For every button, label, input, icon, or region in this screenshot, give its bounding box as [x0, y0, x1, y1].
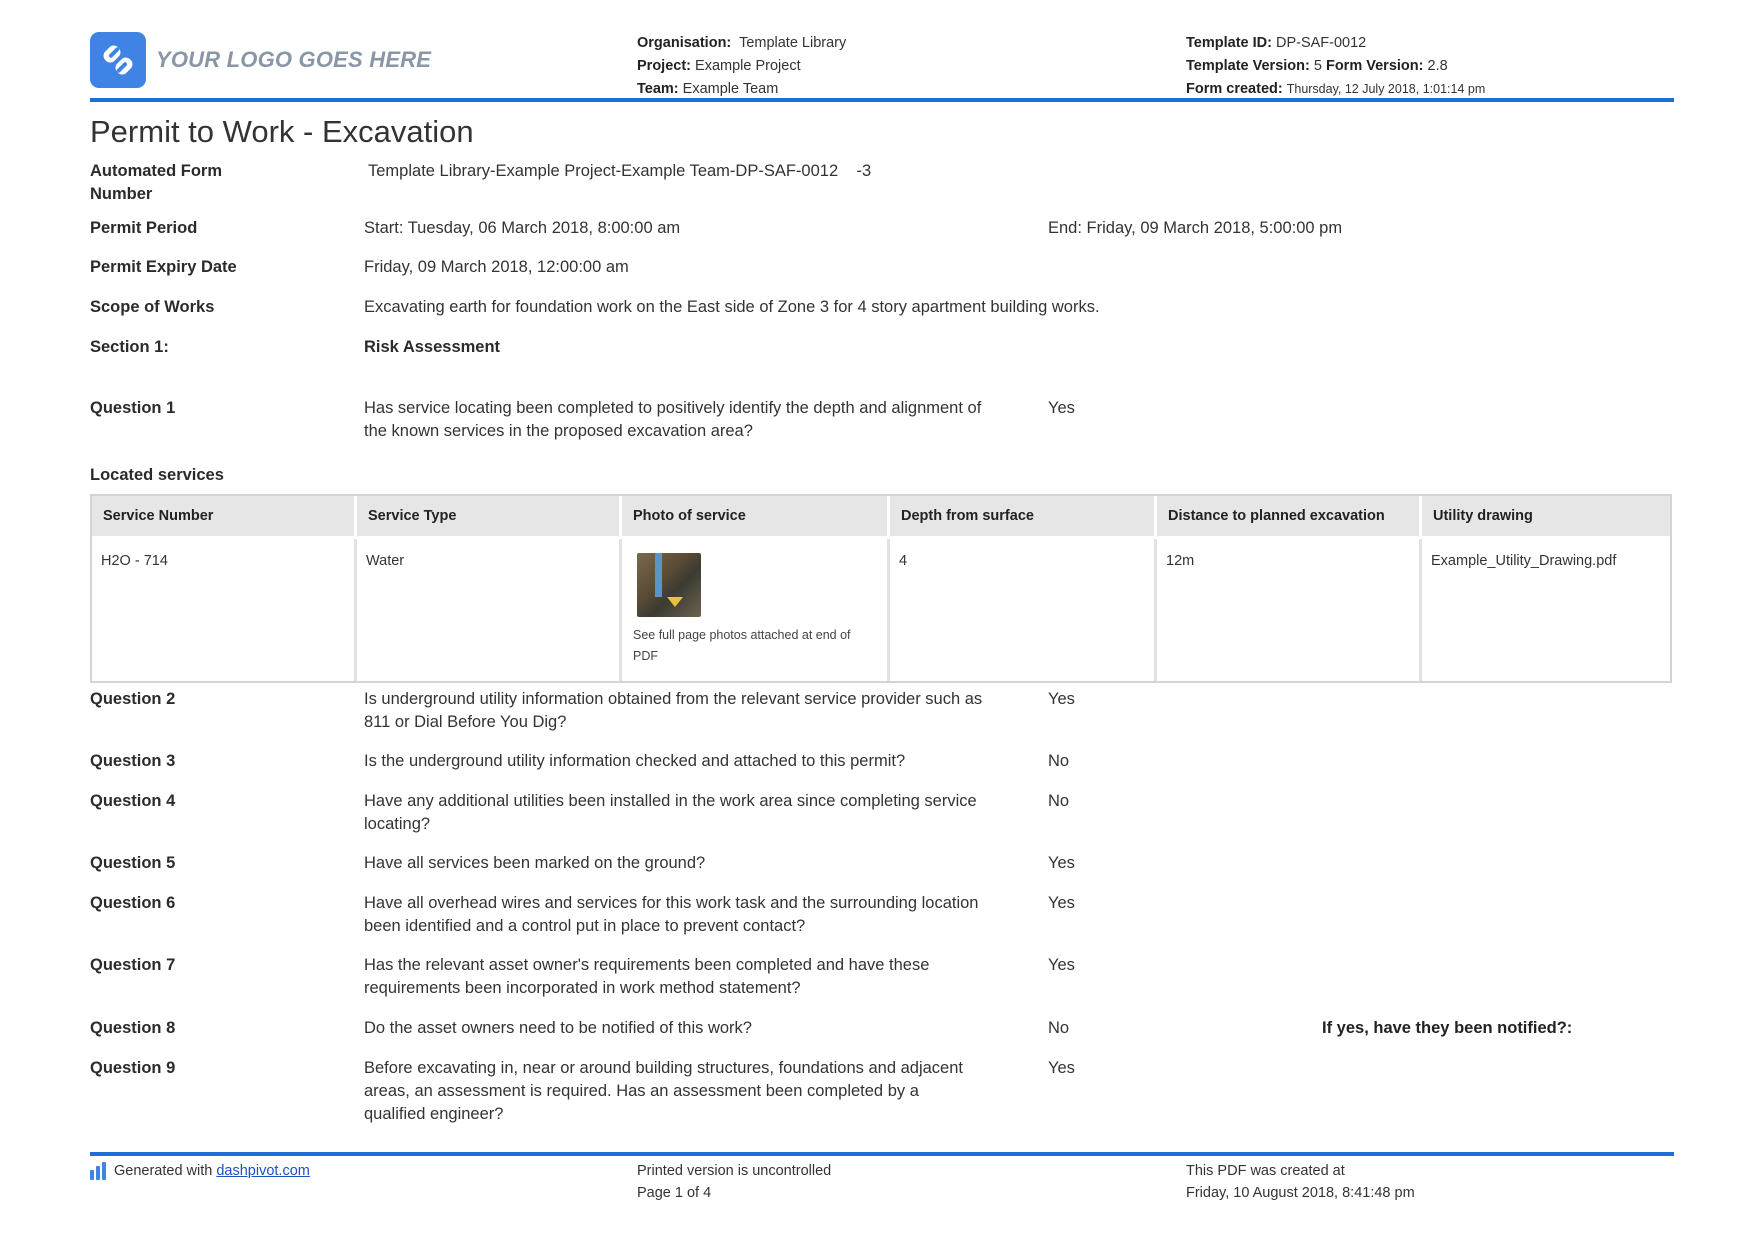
footer-created-info [1186, 1160, 1415, 1204]
column-header: Depth from surface [890, 496, 1157, 539]
question-answer: No [1048, 1019, 1070, 1037]
question-text: Have all overhead wires and services for this work task and the surrounding location been identified and a control put in place to prevent contact? [364, 894, 979, 935]
question-answer: Yes [1048, 956, 1075, 974]
template-id-label: Template ID: [1186, 35, 1272, 51]
scope-label: Scope of Works [90, 298, 215, 316]
question-answer: Yes [1048, 690, 1075, 708]
footer-generated [90, 1160, 310, 1182]
question-text: Before excavating in, near or around building structures, foundations and adjacent areas, an assessment is required. Has an assessment been completed by a qualified engineer? [364, 1059, 963, 1123]
permit-end-value: End: Friday, 09 March 2018, 5:00:00 pm [1048, 219, 1343, 237]
footer-page-info [637, 1160, 831, 1204]
question-answer: Yes [1048, 894, 1075, 912]
permit-start-value: Start: Tuesday, 06 March 2018, 8:00:00 am [364, 219, 681, 237]
logo-text: YOUR LOGO GOES HERE [156, 47, 432, 72]
question-label: Question 9 [90, 1059, 176, 1077]
template-version-label: Template Version: [1186, 58, 1310, 74]
service-number-cell: H2O - 714 [92, 539, 357, 681]
form-number-label: Automated Form Number [90, 162, 222, 203]
page-number: Page 1 of 4 [637, 1185, 712, 1201]
project-label: Project: [637, 58, 691, 74]
header-org-info [637, 32, 846, 101]
column-header: Service Type [357, 496, 622, 539]
column-header: Photo of service [622, 496, 890, 539]
located-services-table [90, 494, 1672, 683]
question-label: Question 7 [90, 956, 176, 974]
distance-cell: 12m [1157, 539, 1422, 681]
section-label: Section 1: [90, 338, 169, 356]
table-row [92, 539, 1670, 681]
team-label: Team: [637, 81, 679, 97]
created-prefix: This PDF was created at [1186, 1163, 1345, 1179]
generated-with-text: Generated with [114, 1163, 213, 1179]
section-title: Risk Assessment [364, 338, 501, 356]
header-divider [90, 98, 1674, 102]
template-version-value: 5 [1313, 58, 1322, 74]
document-page [90, 0, 1674, 1240]
header-template-info [1186, 32, 1485, 101]
question-answer: No [1048, 752, 1070, 770]
template-id-value: DP-SAF-0012 [1275, 35, 1367, 51]
question-label: Question 3 [90, 752, 176, 770]
column-header: Distance to planned excavation [1157, 496, 1422, 539]
form-created-value: Thursday, 12 July 2018, 1:01:14 pm [1286, 82, 1486, 96]
question-text: Has service locating been completed to positively identify the depth and alignment of the known services in the proposed excavation area? [364, 399, 982, 440]
form-version-label: Form Version: [1325, 58, 1424, 74]
question-text: Have any additional utilities been installed in the work area since completing service locating? [364, 792, 977, 833]
column-header: Service Number [92, 496, 357, 539]
question-answer: Yes [1048, 854, 1075, 872]
depth-cell: 4 [890, 539, 1157, 681]
table-header-row [92, 496, 1670, 539]
permit-period-label: Permit Period [90, 219, 198, 237]
question-label: Question 4 [90, 792, 176, 810]
team-value: Example Team [682, 81, 779, 97]
question-label: Question 6 [90, 894, 176, 912]
question-text: Do the asset owners need to be notified of this work? [364, 1019, 752, 1037]
expiry-value: Friday, 09 March 2018, 12:00:00 am [364, 258, 629, 276]
form-created-label: Form created: [1186, 81, 1283, 97]
question-answer: Yes [1048, 1059, 1075, 1077]
question-label: Question 1 [90, 399, 176, 417]
photo-note: See full page photos attached at end of PDF [633, 628, 851, 663]
drawing-cell[interactable]: Example_Utility_Drawing.pdf [1431, 553, 1617, 569]
footer-divider [90, 1152, 1674, 1156]
logo-icon [90, 32, 146, 88]
dashpivot-link[interactable]: dashpivot.com [216, 1163, 310, 1179]
question-text: Is underground utility information obtained from the relevant service provider such as 811 or Dial Before You Dig? [364, 690, 983, 731]
form-version-value: 2.8 [1427, 58, 1448, 74]
question-label: Question 2 [90, 690, 176, 708]
question-answer: Yes [1048, 399, 1075, 417]
project-value: Example Project [695, 58, 801, 74]
uncontrolled-note: Printed version is uncontrolled [637, 1163, 832, 1179]
organisation-value: Template Library [739, 35, 847, 51]
photo-cell [622, 539, 890, 681]
created-date: Friday, 10 August 2018, 8:41:48 pm [1186, 1185, 1415, 1201]
question-text: Is the underground utility information checked and attached to this permit? [364, 752, 906, 770]
column-header: Utility drawing [1422, 496, 1670, 539]
question-text: Has the relevant asset owner's requirements been completed and have these requirements been incorporated in work method statement? [364, 956, 930, 997]
question-label: Question 5 [90, 854, 176, 872]
question-text: Have all services been marked on the ground? [364, 854, 706, 872]
company-logo [90, 32, 431, 88]
dashpivot-icon [90, 1162, 108, 1180]
notified-label: If yes, have they been notified?: [1322, 1019, 1573, 1037]
page-title: Permit to Work - Excavation [90, 114, 474, 149]
service-photo-thumbnail[interactable] [637, 553, 701, 617]
question-label: Question 8 [90, 1019, 176, 1037]
organisation-label: Organisation: [637, 35, 732, 51]
question-answer: No [1048, 792, 1070, 810]
expiry-label: Permit Expiry Date [90, 258, 237, 276]
located-services-heading: Located services [90, 466, 224, 484]
form-number-value: Template Library-Example Project-Example Team-DP-SAF-0012 -3 [368, 162, 872, 180]
service-type-cell: Water [357, 539, 622, 681]
document-header [90, 32, 1674, 98]
scope-value: Excavating earth for foundation work on the East side of Zone 3 for 4 story apartment building works. [364, 298, 1100, 316]
